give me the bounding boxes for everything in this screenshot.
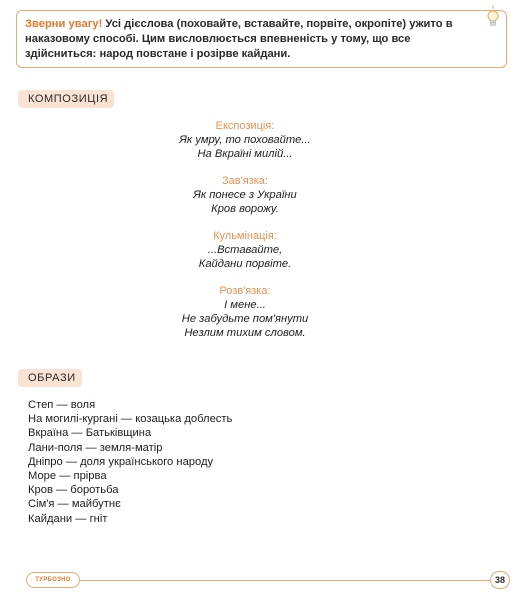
- composition-line: Кров ворожу.: [211, 203, 279, 215]
- footer-divider: [80, 580, 490, 581]
- composition-line: Як понесе з України: [193, 189, 297, 201]
- images-title: ОБРАЗИ: [18, 369, 82, 387]
- composition-title: КОМПОЗИЦІЯ: [18, 90, 114, 108]
- composition-heading: Експозиція:: [215, 120, 275, 132]
- list-item: Кайдани — гніт: [28, 512, 108, 525]
- notice-box: [16, 10, 507, 68]
- composition-section-exposition: [0, 120, 490, 161]
- composition-section-plot: [0, 175, 490, 216]
- notice-attention: Зверни увагу!: [25, 18, 103, 30]
- composition-section-resolution: [0, 285, 490, 340]
- page-number: 38: [490, 571, 510, 589]
- list-item: Море — прірва: [28, 470, 107, 483]
- images-list: [28, 398, 232, 526]
- list-item: Дніпро — доля українського народу: [28, 455, 214, 468]
- composition-line: Не забудьте пом'янути: [181, 313, 309, 325]
- composition-line: ...Вставайте,: [207, 244, 283, 256]
- composition-line: На Вкраїні милій...: [197, 148, 293, 160]
- composition-line: І мене...: [224, 299, 266, 311]
- composition-heading: Кульмінація:: [213, 230, 277, 242]
- list-item: Лани-поля — земля-матір: [28, 441, 163, 454]
- composition-block: [0, 120, 490, 354]
- list-item: Степ — воля: [28, 399, 96, 411]
- list-item: На могилі-кургані — козацька доблесть: [28, 413, 233, 426]
- list-item: Кров — боротьба: [28, 484, 119, 497]
- lightbulb-icon: [486, 5, 500, 31]
- composition-line: Як умру, то поховайте...: [179, 134, 311, 146]
- notice-text: Усі дієслова (поховайте, вставайте, порвіте, окропіте) ужито в наказовому способі. Цим висловлюється впевненість у тому, що все здійсниться: народ повстане і розірве кайдани.: [25, 18, 453, 60]
- list-item: Сім'я — майбутнє: [28, 498, 121, 511]
- list-item: Вкраїна — Батьківщина: [28, 427, 152, 440]
- composition-line: Кайдани порвіте.: [198, 258, 292, 270]
- composition-heading: Зав'язка:: [222, 175, 268, 187]
- composition-section-climax: [0, 230, 490, 271]
- footer-logo: ТУРБОЗНО: [26, 572, 80, 588]
- composition-line: Незлим тихим словом.: [184, 327, 306, 339]
- composition-heading: Розв'язка:: [219, 285, 271, 297]
